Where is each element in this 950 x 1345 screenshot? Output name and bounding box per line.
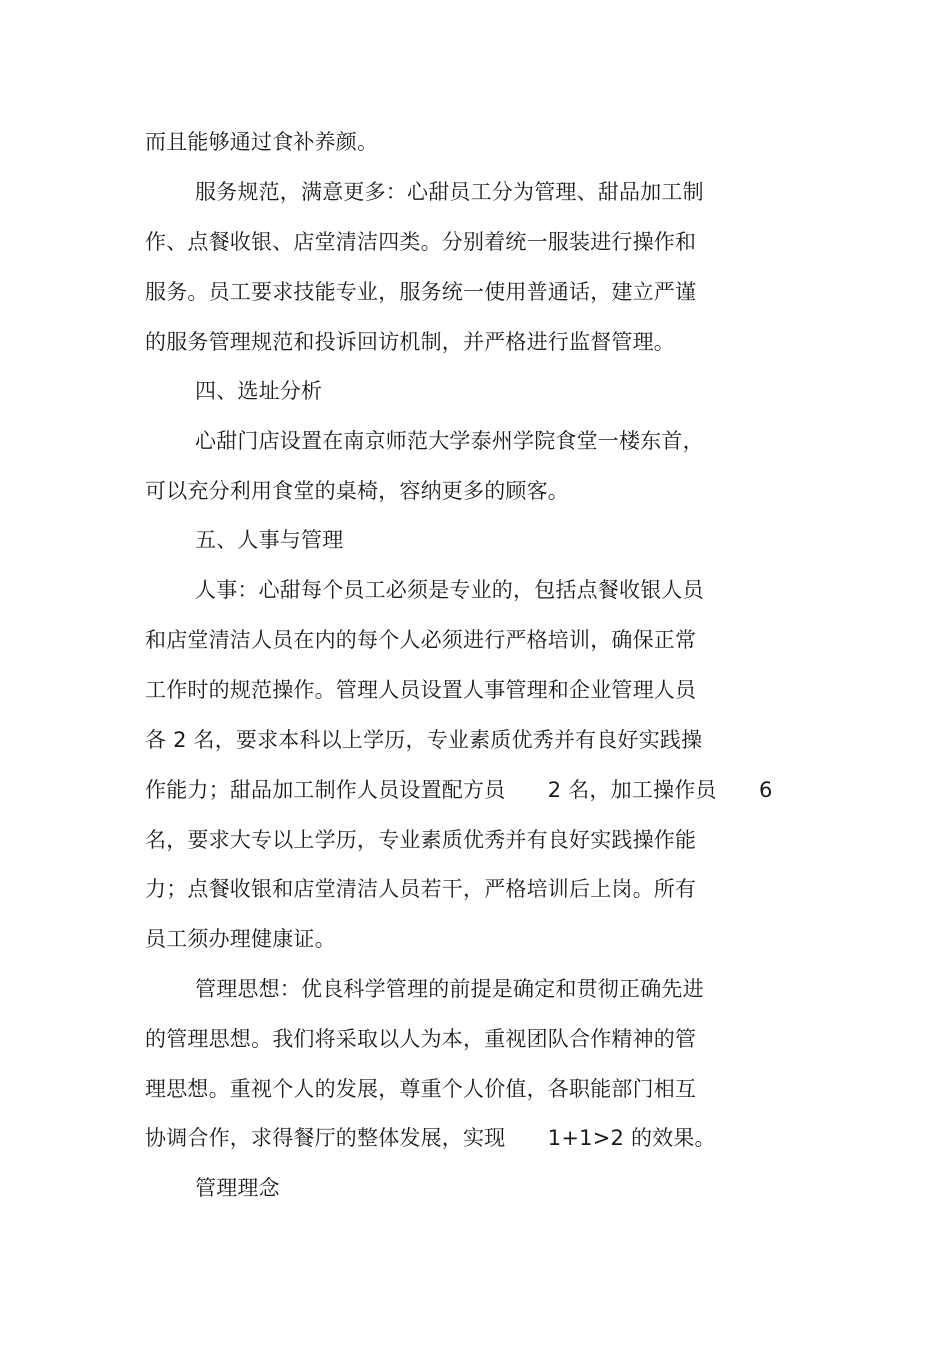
text-line: 而且能够通过食补养颜。	[145, 130, 379, 154]
text-line: 人事：心甜每个员工必须是专业的，包括点餐收银人员	[195, 578, 704, 602]
text-line: 作、点餐收银、店堂清洁四类。分别着统一服装进行操作和	[145, 230, 697, 254]
text-line: 和店堂清洁人员在内的每个人必须进行严格培训，确保正常	[145, 628, 697, 652]
text-line: 的管理思想。我们将采取以人为本，重视团队合作精神的管	[145, 1027, 697, 1051]
text-line: 管理思想：优良科学管理的前提是确定和贯彻正确先进	[195, 977, 704, 1001]
text-line: 可以充分利用食堂的桌椅，容纳更多的顾客。	[145, 479, 569, 503]
text-line: 工作时的规范操作。管理人员设置人事管理和企业管理人员	[145, 678, 697, 702]
text-line: 员工须办理健康证。	[145, 927, 336, 951]
text-line: 各 2 名，要求本科以上学历，专业素质优秀并有良好实践操	[145, 728, 703, 752]
text-line: 力；点餐收银和店堂清洁人员若干，严格培训后上岗。所有	[145, 877, 697, 901]
text-line: 服务。员工要求技能专业，服务统一使用普通话，建立严谨	[145, 280, 697, 304]
text-line: 理思想。重视个人的发展，尊重个人价值，各职能部门相互	[145, 1077, 697, 1101]
section-heading: 四、选址分析	[195, 379, 323, 403]
text-line: 协调合作，求得餐厅的整体发展，实现 1+1>2 的效果。	[145, 1126, 716, 1150]
text-line: 的服务管理规范和投诉回访机制，并严格进行监督管理。	[145, 330, 675, 354]
text-line: 名，要求大专以上学历，专业素质优秀并有良好实践操作能	[145, 828, 697, 852]
text-line: 服务规范，满意更多：心甜员工分为管理、甜品加工制	[195, 180, 704, 204]
text-line: 心甜门店设置在南京师范大学泰州学院食堂一楼东首，	[195, 429, 704, 453]
text-line: 作能力；甜品加工制作人员设置配方员 2 名，加工操作员 6	[145, 778, 773, 802]
section-heading: 五、人事与管理	[195, 528, 344, 552]
section-heading: 管理理念	[195, 1176, 280, 1200]
